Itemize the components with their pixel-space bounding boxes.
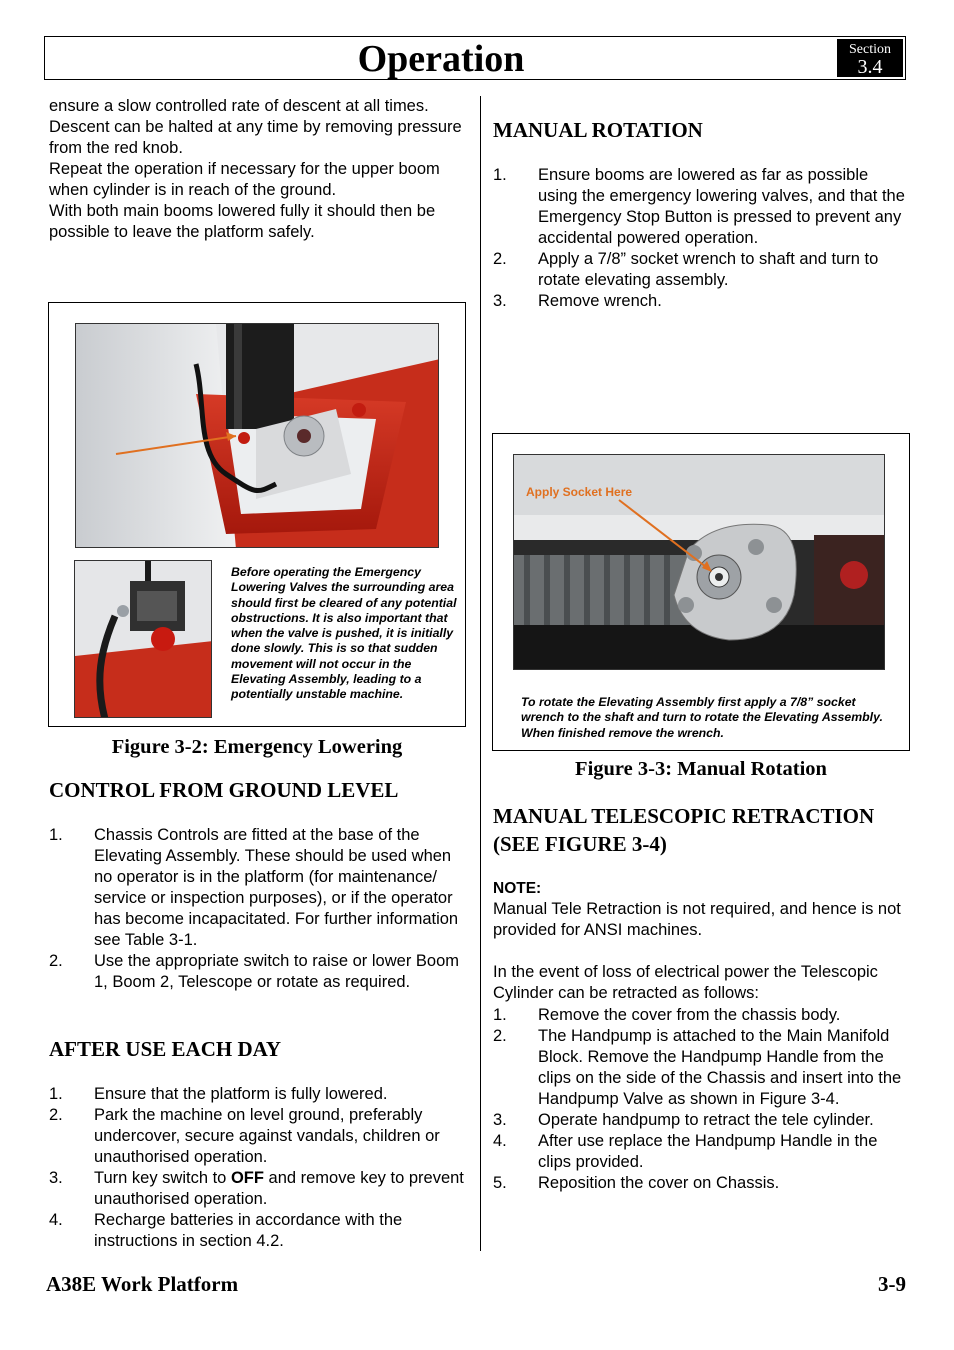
list-item: 2. Use the appropriate switch to raise or lower Boom 1, Boom 2, Telescope or rotate as required.	[49, 952, 459, 991]
list-item: 3. Remove wrench.	[493, 292, 662, 310]
section-number: 3.4	[857, 56, 883, 78]
intro-paragraph: Repeat the operation if necessary for the upper boom when cylinder is in reach of the ground.	[49, 160, 440, 199]
list-item: 3. Operate handpump to retract the tele cylinder.	[493, 1111, 874, 1129]
heading-tele-retraction: MANUAL TELESCOPIC RETRACTION (SEE FIGURE 3-4)	[493, 804, 875, 856]
note-text: Manual Tele Retraction is not required, and hence is not provided for ANSI machines.	[493, 900, 901, 939]
page-title: Operation	[357, 38, 525, 80]
heading-control-ground: CONTROL FROM GROUND LEVEL	[49, 778, 399, 802]
figure-3-2-note: Before operating the Emergency Lowering Valves the surrounding area should first be cleared of any potential obstructions. It is also important that when the valve is pushed, it is initially done slowly. This is so that sudden movement will not occur in the Elevating Assembly, leading to a potentially unstable machine.	[231, 565, 457, 702]
section-label: Section	[849, 42, 891, 57]
page-header	[44, 36, 906, 80]
footer-product-name: A38E Work Platform	[46, 1272, 239, 1296]
emergency-valve-photo	[75, 323, 439, 548]
list-item: 1. Ensure booms are lowered as far as possible using the emergency lowering valves, and that the Emergency Stop Button is pressed to prevent any accidental powered operation.	[493, 166, 905, 247]
list-item: 3. Turn key switch to OFF and remove key to prevent unauthorised operation.	[49, 1169, 464, 1208]
valve-closeup-photo	[74, 560, 212, 718]
list-item: 2. Apply a 7/8” socket wrench to shaft and turn to rotate elevating assembly.	[493, 250, 879, 289]
list-item: 1. Chassis Controls are fitted at the base of the Elevating Assembly. These should be used when no operator is in the platform (for maintenance/ service or inspection purposes), or if the operator has become incapacitated. For further information see Table 3-1.	[49, 826, 459, 949]
tele-intro: In the event of loss of electrical power the Telescopic Cylinder can be retracted as follows:	[493, 963, 878, 1002]
list-item: 1. Remove the cover from the chassis body.	[493, 1006, 841, 1024]
heading-after-use: AFTER USE EACH DAY	[49, 1037, 282, 1061]
intro-paragraph: With both main booms lowered fully it should then be possible to leave the platform safely.	[49, 202, 436, 241]
tele-retraction-list	[493, 1005, 909, 1194]
list-item: 4. After use replace the Handpump Handle in the clips provided.	[493, 1132, 878, 1171]
manual-rotation-list	[493, 165, 909, 312]
socket-location-photo	[513, 454, 885, 670]
list-item: 5. Reposition the cover on Chassis.	[493, 1174, 780, 1192]
intro-paragraph: ensure a slow controlled rate of descent at all times. Descent can be halted at any time by removing pressure from the red knob.	[49, 97, 462, 157]
list-item: 2. Park the machine on level ground, preferably undercover, secure against vandals, children or unauthorised operation.	[49, 1106, 440, 1166]
list-item: 4. Recharge batteries in accordance with the instructions in section 4.2.	[49, 1211, 403, 1250]
figure-3-3-note: To rotate the Elevating Assembly first apply a 7/8” socket wrench to the shaft and turn to rotate the Elevating Assembly. When finished remove the wrench.	[521, 695, 883, 740]
photo-label: Apply Socket Here	[526, 485, 633, 499]
footer-page-number: 3-9	[878, 1272, 906, 1296]
heading-manual-rotation: MANUAL ROTATION	[493, 118, 703, 142]
list-item: 2. The Handpump is attached to the Main Manifold Block. Remove the Handpump Handle from the clips on the side of the Chassis and insert into the Handpump Valve as shown in Figure 3-4.	[493, 1027, 902, 1108]
column-divider	[480, 96, 481, 1251]
section-badge	[837, 39, 903, 77]
figure-3-2-box	[48, 302, 466, 727]
list-item: 1. Ensure that the platform is fully lowered.	[49, 1085, 388, 1103]
figure-3-2-caption: Figure 3-2: Emergency Lowering	[111, 736, 403, 758]
off-emphasis: OFF	[230, 1169, 264, 1187]
after-use-list	[49, 1084, 469, 1252]
tele-note-block	[493, 878, 909, 1004]
control-ground-list	[49, 825, 469, 993]
figure-3-3-caption: Figure 3-3: Manual Rotation	[575, 758, 827, 780]
figure-3-3-box	[492, 433, 910, 751]
intro-text	[49, 96, 469, 243]
note-label: NOTE:	[493, 880, 542, 897]
